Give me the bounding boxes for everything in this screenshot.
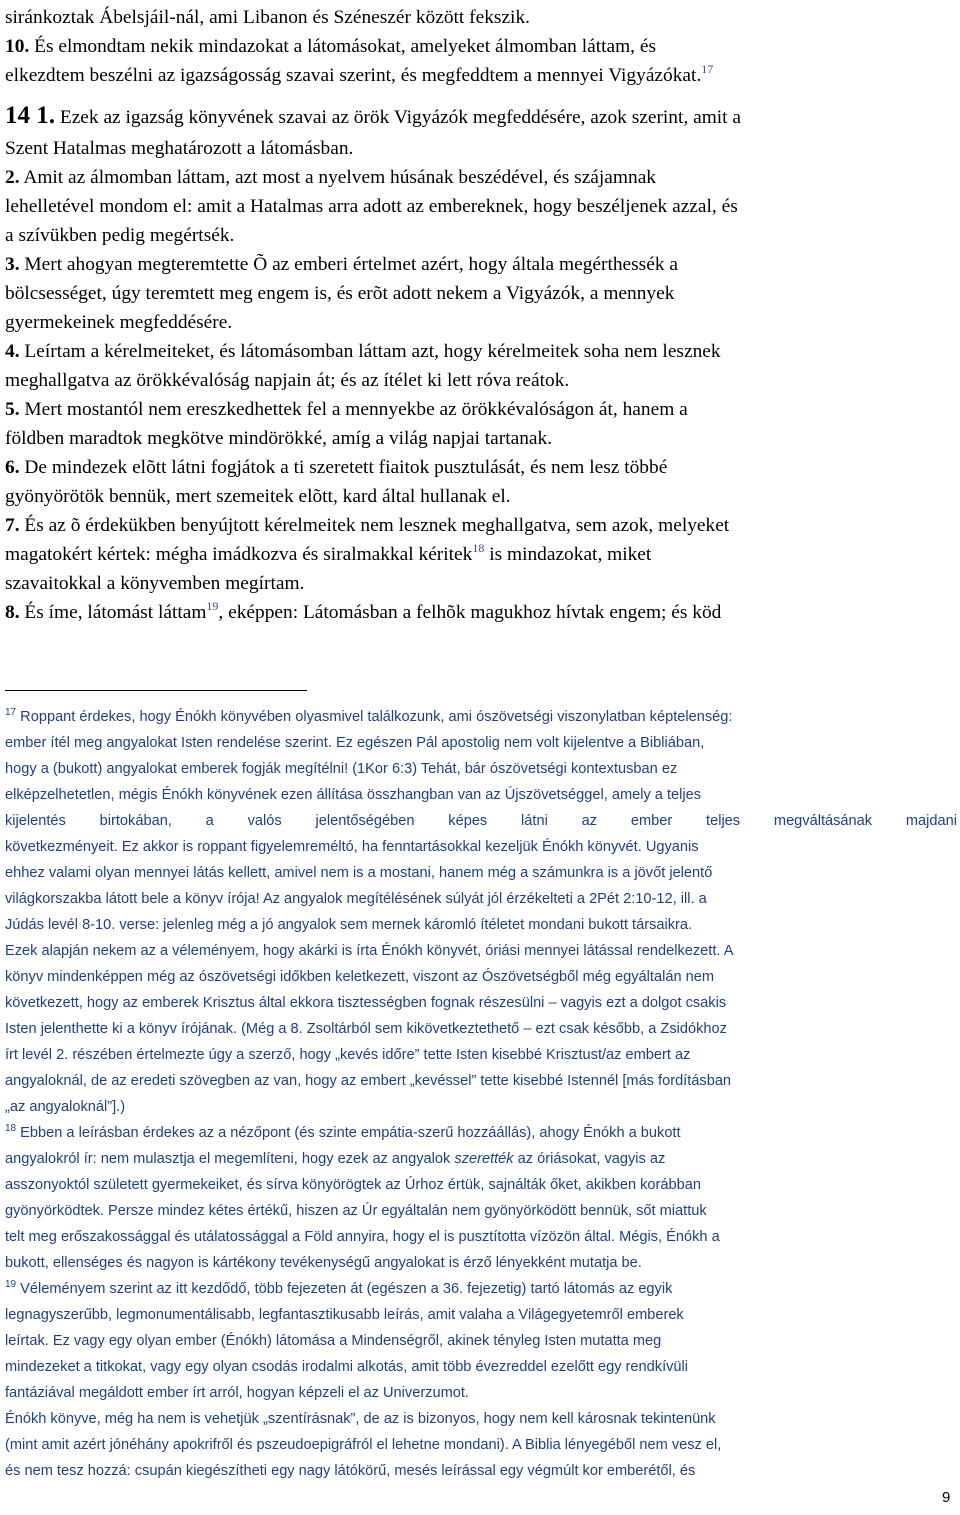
verse-7: 7. És az õ érdekükben benyújtott kérelmeitek nem lesznek meghallgatva, sem azok, melyeket bbox=[5, 515, 730, 536]
text-line: Szent Hatalmas meghatározott a látomásban. bbox=[5, 138, 354, 159]
footnote-line: fantáziával megáldott ember írt arról, hogyan képzeli el az Univerzumot. bbox=[5, 1385, 469, 1401]
footnote-line: következett, hogy az emberek Krisztus által ekkora tisztességben fognak részesülni – vagyis ezt a dolgot csakis bbox=[5, 995, 727, 1011]
verse-number: 7. bbox=[5, 515, 20, 536]
footnote-line: írt levél 2. részében értelmezte úgy a szerző, hogy „kevés időre” tette Isten kisebbé Krisztust/az embert az bbox=[5, 1047, 691, 1063]
footnote-line: Júdás levél 8-10. verse: jelenleg még a jó angyalok sem mernek káromló ítéletet mondani bukott társaikra. bbox=[5, 917, 693, 933]
footnote-17: $^{17}$ Roppant érdekes, hogy Énókh könyvében olyasmivel találkozunk, ami ószövetségi viszonylatban képtelenség: bbox=[5, 707, 733, 725]
verse-2: 2. Amit az álmomban láttam, azt most a nyelvem húsának beszédével, és szájamnak bbox=[5, 167, 656, 188]
footnote-ref-19[interactable]: 19 bbox=[206, 599, 219, 613]
text-line: siránkoztak Ábelsjáil-nál, ami Libanon és Széneszér között fekszik. bbox=[5, 7, 530, 28]
text-line: lehelletével mondom el: amit a Hatalmas arra adott az embereknek, hogy beszéljenek azzal, és bbox=[5, 196, 738, 217]
footnote-line: leírtak. Ez vagy egy olyan ember (Énókh) látomása a Mindenségről, akinek tényleg Isten mutatta meg bbox=[5, 1333, 662, 1349]
verse-8: 8. És íme, látomást láttam$^{19}$, eképpen: Látomásban a felhõk magukhoz hívtak engem; és köd bbox=[5, 599, 722, 623]
footnote-line: elképzelhetetlen, mégis Énókh könyvének ezen állítása összhangban van az Újszövetséggel, amely a teljes bbox=[5, 787, 702, 803]
text-line: gyönyörötök bennük, mert szemeitek elõtt, kard által hullanak el. bbox=[5, 486, 511, 507]
text-line: meghallgatva az örökkévalóság napjain át; és az ítélet ki lett róva reátok. bbox=[5, 370, 570, 391]
footnote-line: és nem tesz hozzá: csupán kiegészítheti egy nagy látókörű, mesés leírással egy végmúlt kor emberétől, és bbox=[5, 1463, 696, 1479]
footnote-19: $^{19}$ Véleményem szerint az itt kezdődő, több fejezeten át (egészen a 36. fejezetig) tartó látomás az egyik bbox=[5, 1279, 673, 1297]
footnote-line: mindezeket a titkokat, vagy egy olyan csodás irodalmi alkotás, amit több évezreddel ezelőtt egy rendkívüli bbox=[5, 1359, 689, 1375]
verse-5: 5. Mert mostantól nem ereszkedhettek fel a mennyekbe az örökkévalóságon át, hanem a bbox=[5, 399, 688, 420]
footnote-mark: 17 bbox=[5, 707, 17, 718]
verse-number: 8. bbox=[5, 602, 20, 623]
text-line: magatokért kértek: mégha imádkozva és siralmakkal kéritek$^{18}$ is mindazokat, miket bbox=[5, 541, 652, 565]
text-line: bölcsességet, úgy teremtett meg engem is, és erõt adott nekem a Vigyázók, a mennyek bbox=[5, 283, 675, 304]
verse-4: 4. Leírtam a kérelmeiteket, és látomásomban láttam azt, hogy kérelmeitek soha nem lesznek bbox=[5, 341, 721, 362]
verse-number: 3. bbox=[5, 254, 20, 275]
footnote-18: $^{18}$ Ebben a leírásban érdekes az a nézőpont (és szinte empátia-szerű hozzáállás), ahogy Énókh a bukott bbox=[5, 1123, 681, 1141]
verse-3: 3. Mert ahogyan megteremtette Õ az emberi értelmet azért, hogy általa megérthessék a bbox=[5, 254, 678, 275]
footnote-ref-17[interactable]: 17 bbox=[701, 62, 714, 76]
footnote-line: telt meg erőszakossággal és utálatossággal a Föld annyira, hogy el is pusztította vízözön által. Mégis, Énókh a bbox=[5, 1229, 720, 1245]
footnote-ref-18[interactable]: 18 bbox=[472, 541, 485, 555]
footnote-separator bbox=[5, 690, 307, 691]
footnote-line: hogy a (bukott) angyalokat emberek fogják megítélni! (1Kor 6:3) Tehát, bár ószövetségi kontextusban ez bbox=[5, 761, 678, 777]
verse-number: 5. bbox=[5, 399, 20, 420]
text-line: földben maradtok megkötve mindörökké, amíg a világ napjai tartanak. bbox=[5, 428, 553, 449]
footnote-line: könyv mindenképpen még az ószövetségi időkben keletkezett, viszont az Ószövetségből még egyáltalán nem bbox=[5, 969, 715, 985]
footnote-line: legnagyszerűbb, legmonumentálisabb, legfantasztikusabb leírás, amit valaha a Világegyetemről emberek bbox=[5, 1307, 684, 1323]
verse-10: 10. És elmondtam nekik mindazokat a látomásokat, amelyeket álmomban láttam, és bbox=[5, 36, 657, 57]
text-line: a szívükben pedig megértsék. bbox=[5, 225, 235, 246]
main-text bbox=[5, 3, 957, 627]
text-line: gyermekeinek megfeddésére. bbox=[5, 312, 233, 333]
verse-number: 10. bbox=[5, 36, 30, 57]
page-number: 9 bbox=[942, 1489, 951, 1506]
footnote-line: kijelentés birtokában, a valós jelentőségében képes látni az ember teljes megváltásának majdani bbox=[5, 813, 957, 829]
chapter-14-verse-1: 14 1. Ezek az igazság könyvének szavai az örök Vigyázók megfeddésére, azok szerint, amit a bbox=[5, 102, 741, 129]
footnote-line: világkorszakba látott bele a könyv írója! Az angyalok megítélésének súlyát jól érzékelteti a 2Pét 2:10-12, ill. a bbox=[5, 891, 707, 907]
footnote-line: angyalokról ír: nem mulasztja el megemlíteni, hogy ezek az angyalok szerették az óriásokat, vagyis az bbox=[5, 1151, 666, 1167]
verse-6: 6. De mindezek elõtt látni fogjátok a ti szeretett fiaitok pusztulását, és nem lesz többé bbox=[5, 457, 668, 478]
footnote-mark: 19 bbox=[5, 1279, 17, 1290]
text-line: szavaitokkal a könyvemben megírtam. bbox=[5, 573, 305, 594]
footnote-line: asszonyoktól született gyermekeiket, és sírva könyörögtek az Úrhoz értük, sajnálták őket, akikben korábban bbox=[5, 1177, 701, 1193]
footnote-line: angyaloknál, de az eredeti szövegben az van, hogy az embert „kevéssel” tette kisebbé Istennél [más fordításban bbox=[5, 1073, 732, 1089]
footnote-line: ehhez valami olyan mennyei látás kellett, amivel nem is a mostani, hanem még a számunkra is a jövőt jelentő bbox=[5, 865, 713, 881]
verse-number: 2. bbox=[5, 167, 20, 188]
footnote-line: bukott, ellenséges és nagyon is kártékony tevékenységű angyalokat is érző lényekként mutatja be. bbox=[5, 1255, 642, 1271]
footnotes bbox=[5, 704, 957, 1484]
footnote-line: ember ítél meg angyalokat Isten rendelése szerint. Ez egészen Pál apostolig nem volt kijelentve a Bibliában, bbox=[5, 735, 705, 751]
verse-number: 4. bbox=[5, 341, 20, 362]
chapter-number: 14 1. bbox=[5, 102, 55, 129]
footnote-line: gyönyörködtek. Persze mindez kétes értékű, hiszen az Úr egyáltalán nem gyönyörködött bennük, sőt miattuk bbox=[5, 1203, 707, 1219]
footnote-line: (mint amit azért jónéhány apokrifről és pszeudoepigráfról el lehetne mondani). A Biblia lényegéből nem vesz el, bbox=[5, 1437, 722, 1453]
footnote-mark: 18 bbox=[5, 1123, 17, 1134]
text-line: elkezdtem beszélni az igazságosság szavai szerint, és megfeddtem a mennyei Vigyázókat.$^{17}$ bbox=[5, 62, 714, 86]
emphasis: szerették bbox=[454, 1151, 514, 1167]
footnote-line: következményeit. Ez akkor is roppant figyelemreméltó, ha fenntartásokkal kezeljük Énókh könyvét. Ugyanis bbox=[5, 839, 699, 855]
footnote-line: Isten jelenthette ki a könyv írójának. (Még a 8. Zsoltárból sem kikövetkeztethető – ezt csak később, a Zsidókhoz bbox=[5, 1021, 727, 1037]
footnote-line: „az angyaloknál”].) bbox=[5, 1099, 126, 1115]
verse-number: 6. bbox=[5, 457, 20, 478]
footnote-line: Ezek alapján nekem az a véleményem, hogy akárki is írta Énókh könyvét, óriási mennyei látással rendelkezett. A bbox=[5, 943, 734, 959]
footnote-line: Énókh könyve, még ha nem is vehetjük „szentírásnak”, de az is bizonyos, hogy nem kell károsnak tekintenünk bbox=[5, 1411, 716, 1427]
